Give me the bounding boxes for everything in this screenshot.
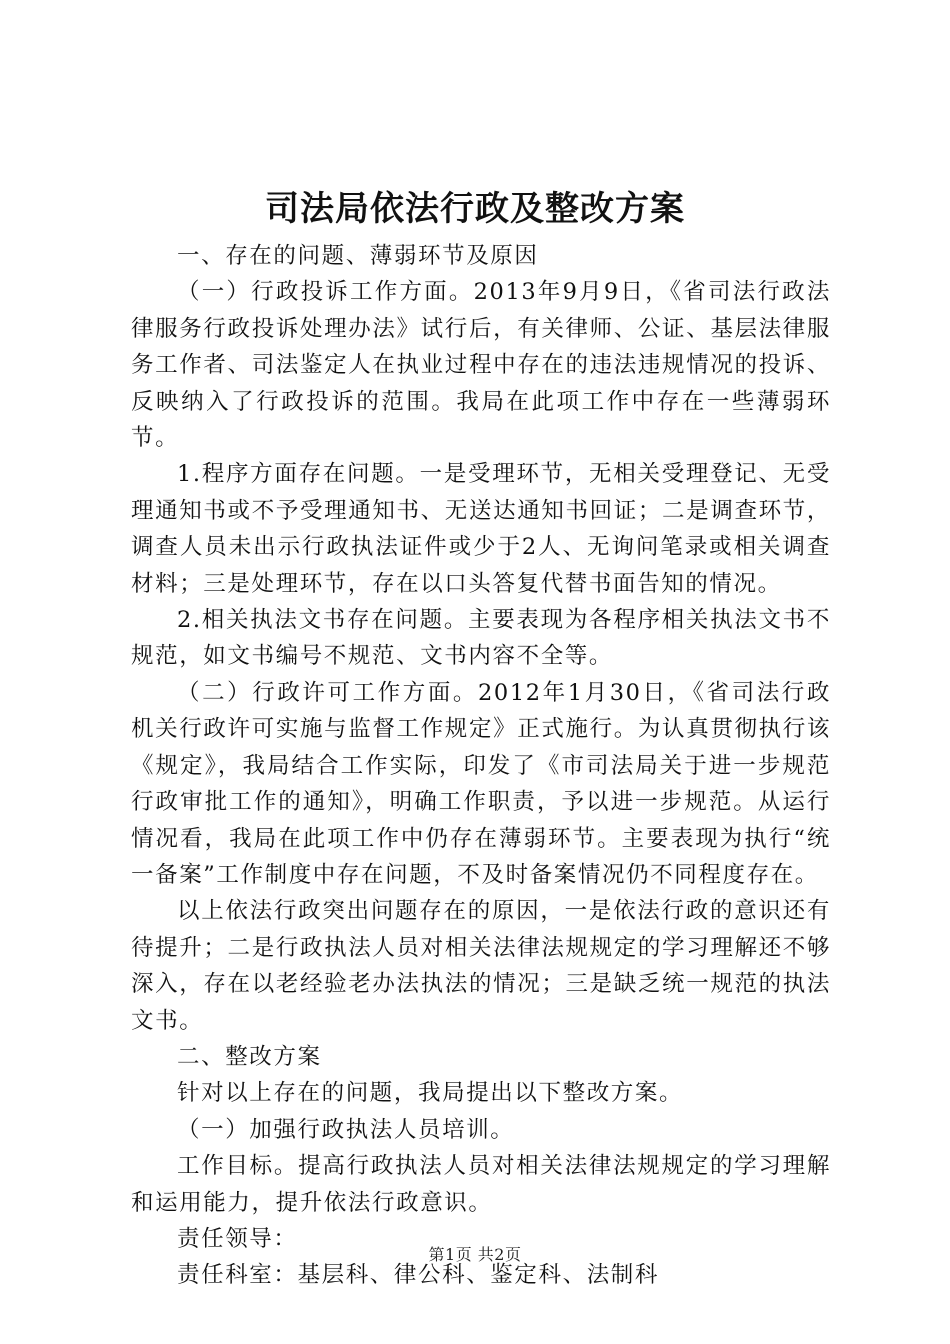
paragraph-complaints: （一）行政投诉工作方面。2013年9月9日，《省司法行政法律服务行政投诉处理办法》试行后，有关律师、公证、基层法律服务工作者、司法鉴定人在执业过程中存在的违法违规情况的投诉、反映纳入了行政投诉的范围。我局在此项工作中存在一些薄弱环节。 [131,279,831,452]
paragraph-procedure-issues: 1.程序方面存在问题。一是受理环节，无相关受理登记、无受理通知书或不予受理通知书、无送达通知书回证；二是调查环节，调查人员未出示行政执法证件或少于2人、无询问笔录或相关调查材料；三是处理环节，存在以口头答复代替书面告知的情况。 [131,461,831,597]
paragraph-responsible-leader: 责任领导： [177,1225,298,1252]
document-body [131,238,831,1294]
section-heading-problems: 一、存在的问题、薄弱环节及原因 [177,243,539,269]
page-footer: 第1页 共2页 [428,1245,522,1264]
paragraph-causes: 以上依法行政突出问题存在的原因，一是依法行政的意识还有待提升；二是行政执法人员对相关法律法规规定的学习理解还不够深入，存在以老经验老办法执法的情况；三是缺乏统一规范的执法文书。 [131,898,831,1034]
paragraph-responsible-departments: 责任科室：基层科、律公科、鉴定科、法制科 [177,1262,660,1289]
paragraph-work-goal: 工作目标。提高行政执法人员对相关法律法规规定的学习理解和运用能力，提升依法行政意识。 [131,1153,831,1216]
paragraph-training-heading: （一）加强行政执法人员培训。 [177,1116,515,1143]
paragraph-documents-issues: 2.相关执法文书存在问题。主要表现为各程序相关执法文书不规范，如文书编号不规范、文书内容不全等。 [131,607,831,670]
paragraph-plan-intro: 针对以上存在的问题，我局提出以下整改方案。 [177,1080,684,1107]
paragraph-licensing: （二）行政许可工作方面。2012年1月30日，《省司法行政机关行政许可实施与监督工作规定》正式施行。为认真贯彻执行该《规定》，我局结合工作实际，印发了《市司法局关于进一步规范行政审批工作的通知》，明确工作职责，予以进一步规范。从运行情况看，我局在此项工作中仍存在薄弱环节。主要表现为执行“统一备案”工作制度中存在问题，不及时备案情况仍不同程度存在。 [131,679,831,888]
section-heading-plan: 二、整改方案 [177,1043,322,1070]
document-title: 司法局依法行政及整改方案 [265,189,685,229]
